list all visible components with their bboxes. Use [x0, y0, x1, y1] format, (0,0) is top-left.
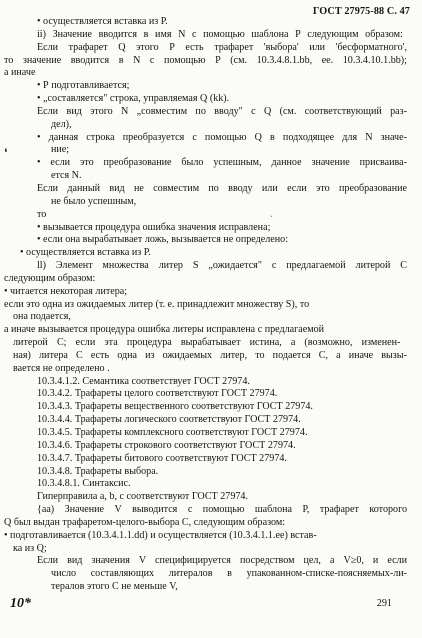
text-line: [0, 234, 422, 247]
line-text: • если она вырабатывает ложь, вызывается не определено:: [37, 234, 289, 246]
text-line: [0, 401, 422, 414]
text-line: [0, 183, 422, 196]
text-line: [0, 530, 422, 543]
margin-mark: ❛: [4, 147, 8, 159]
text-line: [0, 427, 422, 440]
line-text: Гиперправила a, b, c соответствуют ГОСТ 27974.: [37, 491, 248, 503]
text-line: [0, 170, 422, 183]
line-text: 10.3.4.7. Трафареты битового соответствуют ГОСТ 27974.: [37, 452, 287, 464]
text-line: [0, 157, 422, 170]
line-text: • если это преобразование было успешным, данное значение присваива-: [37, 157, 407, 169]
text-line: [0, 388, 422, 401]
line-text: то значение вводится в N с помощью Р (см. 10.3.4.8.1.bb, ее. 10.3.4.10.1.bb);: [4, 54, 407, 66]
line-text: ка из Q;: [13, 542, 47, 554]
line-text: если это одна из ожидаемых литер (т. е. принадлежит множеству S), то: [4, 298, 310, 310]
line-text: число составляющих литералов в упакованном-списке-поясняемых-ли-: [51, 568, 407, 580]
text-line: [0, 93, 422, 106]
text-line: [0, 55, 422, 68]
text-line: [0, 491, 422, 504]
line-text: тералов этого С не меньше V,: [51, 581, 178, 593]
text-line: [0, 555, 422, 568]
line-text: ние;: [51, 144, 70, 156]
text-line: [0, 543, 422, 556]
line-text: то: [37, 208, 47, 220]
text-line: [0, 119, 422, 132]
line-text: а иначе вызывается процедура ошибка литеры исправлена с предлагаемой: [4, 324, 325, 336]
line-text: Если вид этого N „совместим по вводу" с Q (см. соответствующий раз-: [37, 105, 407, 117]
line-text: 10.3.4.8.1. Синтаксис.: [37, 478, 131, 490]
document-body: [0, 16, 422, 594]
line-text: • вызывается процедура ошибка значения исправлена;: [37, 221, 271, 233]
text-line: [0, 144, 422, 157]
text-line: [0, 324, 422, 337]
line-text: дел),: [51, 118, 72, 130]
text-line: [0, 67, 422, 80]
text-line: [0, 222, 422, 235]
line-text: а иначе: [4, 67, 36, 79]
line-text: ll) Элемент множества литер S „ожидается" с предлагаемой литерой С: [37, 260, 408, 272]
text-line: [0, 453, 422, 466]
line-text: 10.3.4.3. Трафареты вещественного соответствуют ГОСТ 27974.: [37, 401, 313, 413]
line-text: • читается некоторая литера;: [4, 285, 128, 297]
text-line: [0, 440, 422, 453]
line-text: • данная строка преобразуется с помощью Q в подходящее для N значе-: [37, 131, 407, 143]
line-text: • осуществляется вставка из Р.: [37, 16, 168, 27]
line-text: ная) литера С есть одна из ожидаемых литер, то подается С, а иначе вызы-: [13, 349, 407, 361]
text-line: [0, 260, 422, 273]
line-text: 10.3.4.4. Трафареты логического соответствуют ГОСТ 27974.: [37, 414, 301, 426]
page-number: 291: [376, 598, 392, 609]
line-text: ii) Значение вводится в имя N с помощью шаблона Р следующим образом:: [37, 28, 403, 40]
text-line: [0, 337, 422, 350]
signature-mark: 10*: [10, 596, 31, 611]
text-line: [0, 517, 422, 530]
line-text: • Р подготавливается;: [37, 80, 130, 92]
text-line: [0, 80, 422, 93]
text-line: [0, 42, 422, 55]
line-text: не было успешным,: [51, 195, 137, 207]
text-line: [0, 209, 422, 222]
line-text: вается не определено .: [13, 362, 110, 374]
text-line: [0, 196, 422, 209]
text-line: [0, 247, 422, 260]
line-text: {аа) Значение V выводится с помощью шаблона Р, трафарет которого: [37, 504, 408, 516]
text-line: [0, 414, 422, 427]
line-text: 10.3.4.5. Трафареты комплексного соответствуют ГОСТ 27974.: [37, 427, 308, 438]
line-text: Q был выдан трафаретом-целого-выбора С, следующим образом:: [4, 516, 286, 528]
text-line: [0, 478, 422, 491]
text-line: [0, 286, 422, 299]
text-line: [0, 466, 422, 479]
line-text: 10.3.4.8. Трафареты выбора.: [37, 465, 159, 477]
line-text: • подготавливается (10.3.4.1.1.dd) и осуществляется (10.3.4.1.1.ее) встав-: [4, 529, 317, 541]
line-text: • „составляется" строка, управляемая Q (kk).: [37, 93, 230, 105]
line-text: ется N.: [51, 170, 82, 182]
text-line: [0, 132, 422, 145]
line-text: 10.3.4.6. Трафареты строкового соответствуют ГОСТ 27974.: [37, 439, 296, 451]
line-text: 10.3.4.2. Трафареты целого соответствуют ГОСТ 27974.: [37, 388, 278, 400]
text-line: [0, 29, 422, 42]
line-text: литерой С; если эта процедура вырабатывает истина, а (возможно, изменен-: [13, 337, 401, 349]
text-line: [0, 16, 422, 29]
line-text: 10.3.4.1.2. Семантика соответствует ГОСТ 27974.: [37, 375, 250, 387]
text-line: [0, 350, 422, 363]
text-line: [0, 273, 422, 286]
line-text: следующим образом:: [4, 272, 96, 284]
text-line: [0, 311, 422, 324]
text-line: [0, 106, 422, 119]
line-text: Если трафарет Q этого Р есть трафарет 'выбора' или 'бесформатного',: [37, 41, 407, 53]
text-line: [0, 376, 422, 389]
text-line: [0, 581, 422, 594]
page-header: ГОСТ 27975-88 С. 47: [312, 6, 410, 17]
line-text: Если вид значения V специфицируется посредством цел, а V≥0, и если: [37, 555, 407, 567]
text-line: [0, 363, 422, 376]
line-text: она подается,: [13, 311, 71, 323]
margin-mark: ˎ: [270, 208, 273, 217]
text-line: [0, 299, 422, 312]
line-text: • осуществляется вставка из Р.: [20, 247, 151, 259]
text-line: [0, 504, 422, 517]
line-text: Если данный вид не совместим по вводу или если это преобразование: [37, 182, 408, 194]
text-line: [0, 568, 422, 581]
